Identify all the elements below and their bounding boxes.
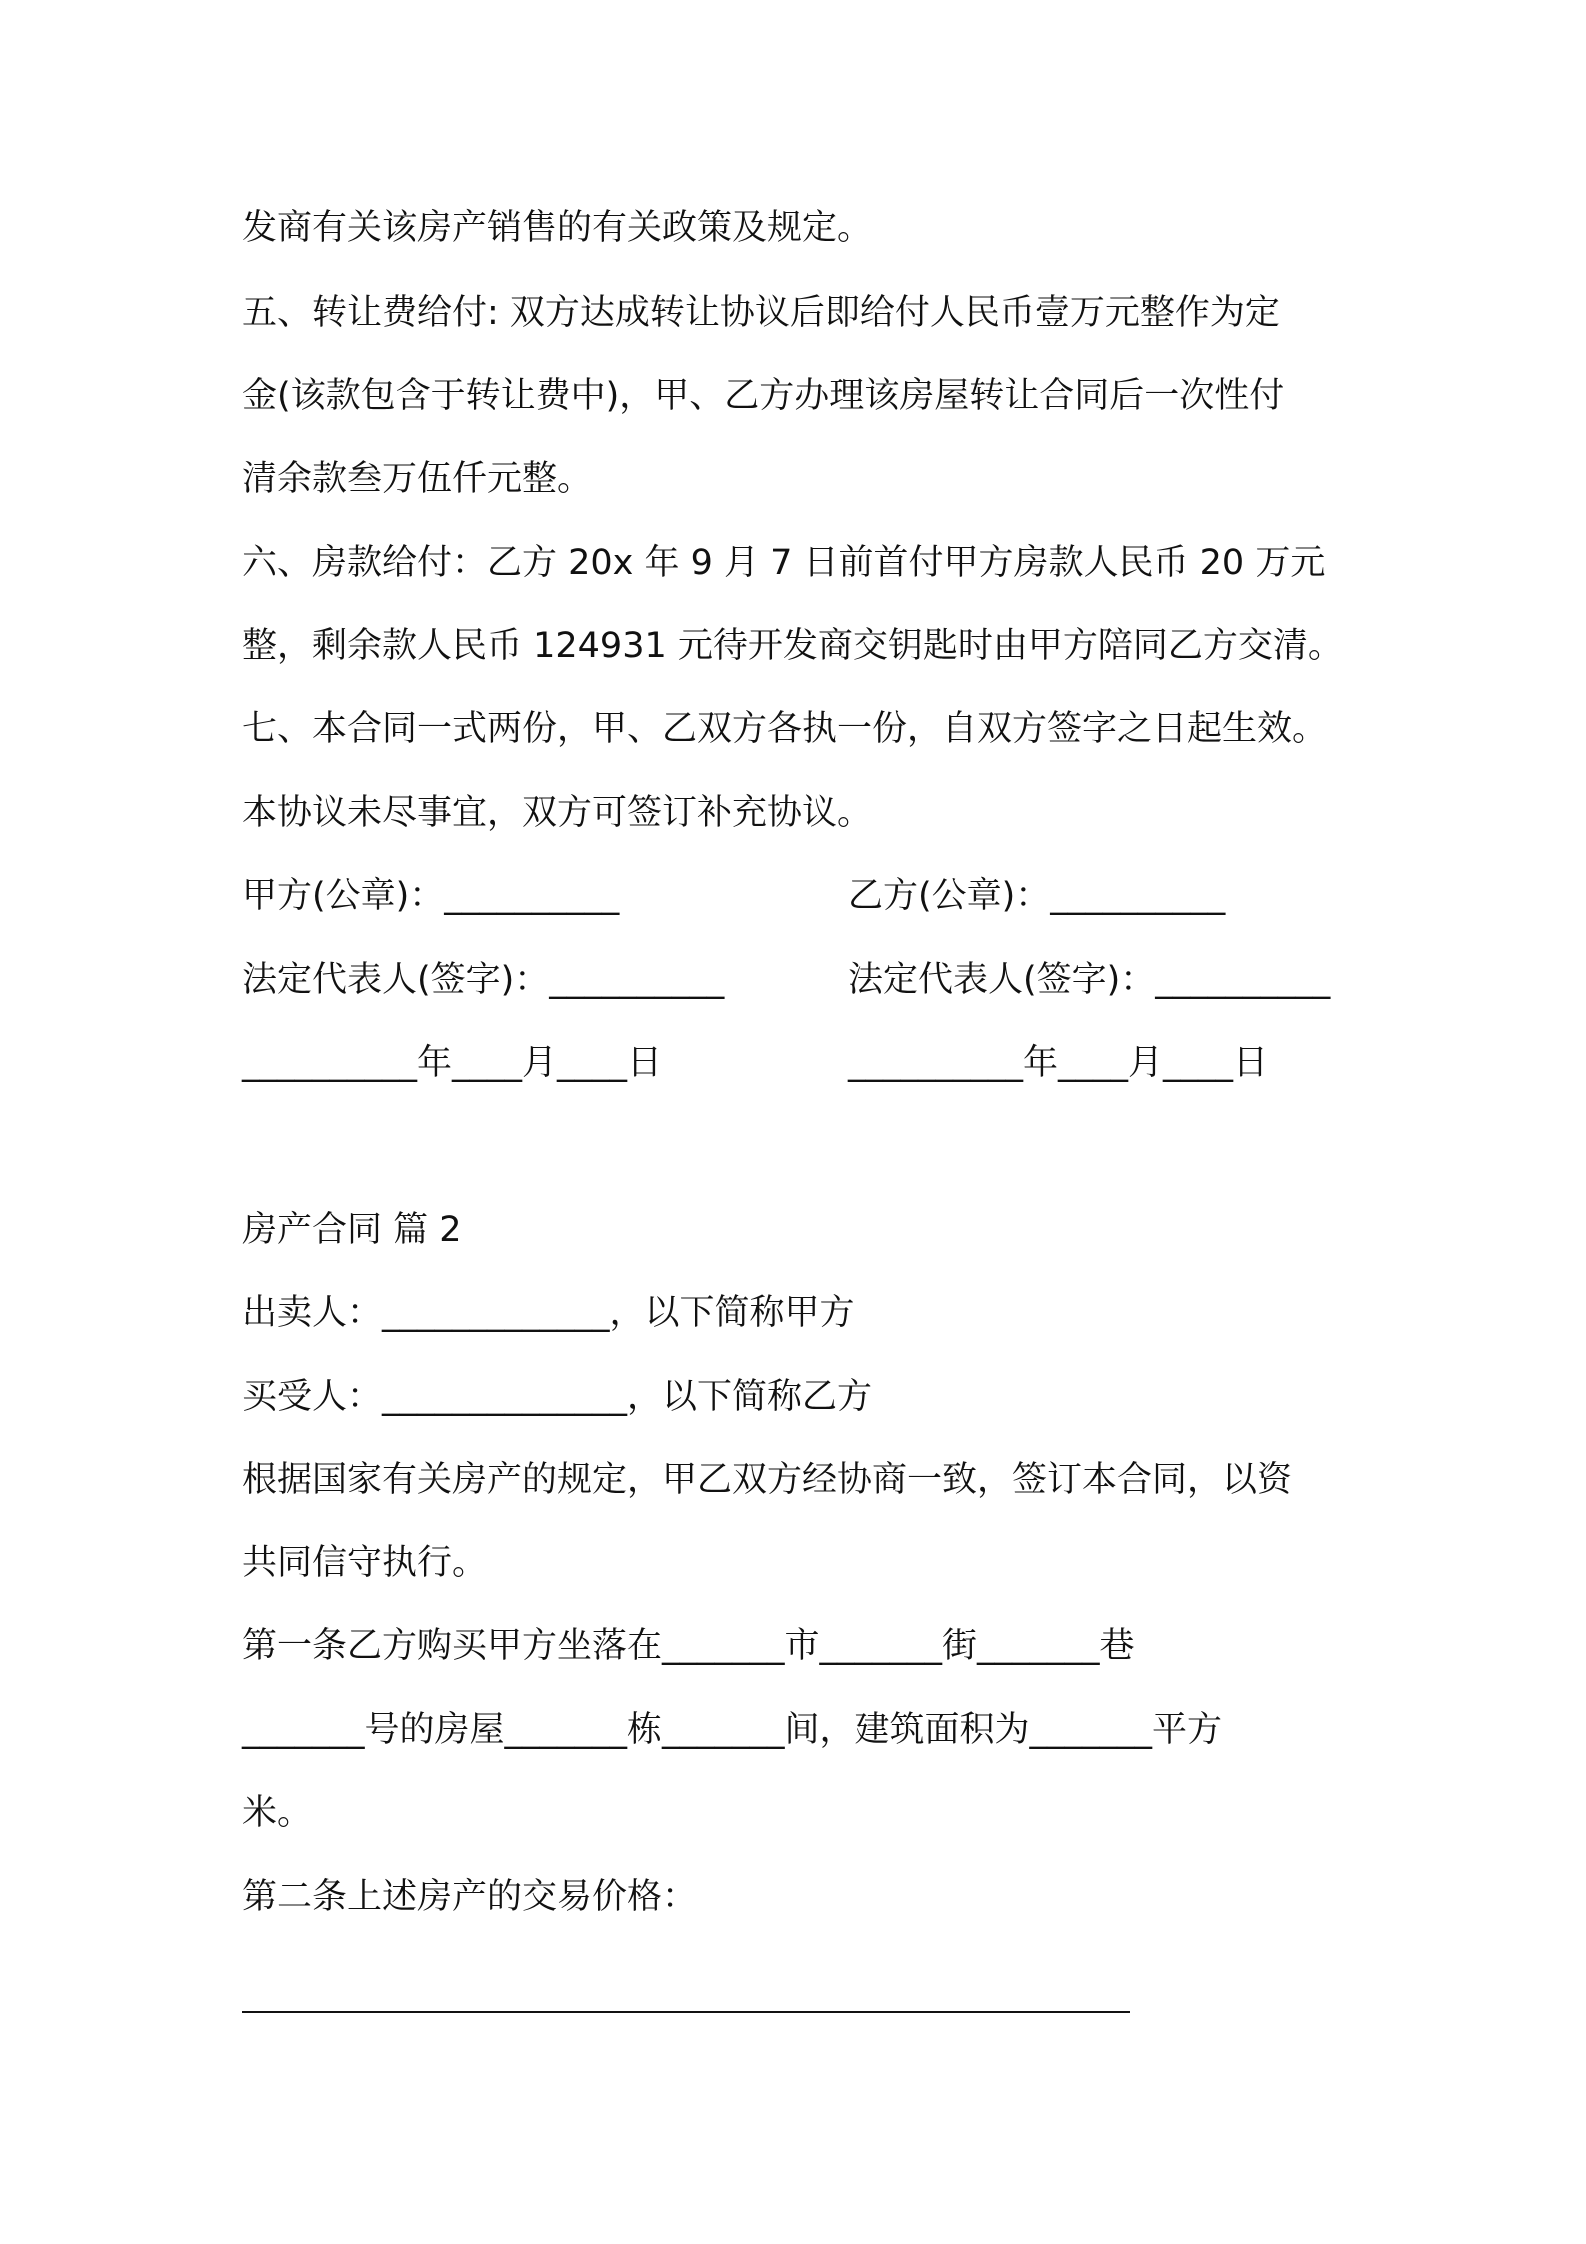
article-2-line: 第二条上述房产的交易价格： [242,1877,698,1917]
section-title: 房产合同 篇 2 [242,1210,462,1250]
paragraph-line: 五、转让费给付: 双方达成转让协议后即给付人民币壹万元整作为定 [242,293,1280,333]
paragraph-line: 六、房款给付：乙方 20x 年 9 月 7 日前首付甲方房款人民币 20 万元 [242,543,1326,583]
party-b-date-field: __________年____月____日 [848,1043,1269,1083]
paragraph-line: 七、本合同一式两份，甲、乙双方各执一份，自双方签字之日起生效。 [242,709,1328,749]
party-b-seal-field: 乙方(公章)：__________ [848,876,1226,916]
article-1-line: 米。 [242,1793,313,1833]
paragraph-line: 清余款叁万伍仟元整。 [242,459,593,499]
paragraph-line: 发商有关该房产销售的有关政策及规定。 [242,208,873,248]
article-1-line: _______号的房屋_______栋_______间，建筑面积为_______平方 [242,1710,1223,1750]
party-b-representative-field: 法定代表人(签字)：__________ [848,960,1331,1000]
paragraph-line: 整，剩余款人民币 124931 元待开发商交钥匙时由甲方陪同乙方交清。 [242,626,1343,666]
article-1-line: 第一条乙方购买甲方坐落在_______市_______街_______巷 [242,1626,1135,1666]
paragraph-line: 根据国家有关房产的规定，甲乙双方经协商一致，签订本合同，以资 [242,1460,1293,1500]
paragraph-line: 本协议未尽事宜，双方可签订补充协议。 [242,793,873,833]
buyer-field: 买受人：______________，以下简称乙方 [242,1377,873,1417]
seller-field: 出卖人：_____________，以下简称甲方 [242,1293,855,1333]
price-blank-line [242,2011,1130,2013]
paragraph-line: 共同信守执行。 [242,1543,488,1583]
party-a-seal-field: 甲方(公章)：__________ [242,876,620,916]
party-a-representative-field: 法定代表人(签字)：__________ [242,960,725,1000]
paragraph-line: 金(该款包含于转让费中)，甲、乙方办理该房屋转让合同后一次性付 [242,376,1285,416]
party-a-date-field: __________年____月____日 [242,1043,663,1083]
